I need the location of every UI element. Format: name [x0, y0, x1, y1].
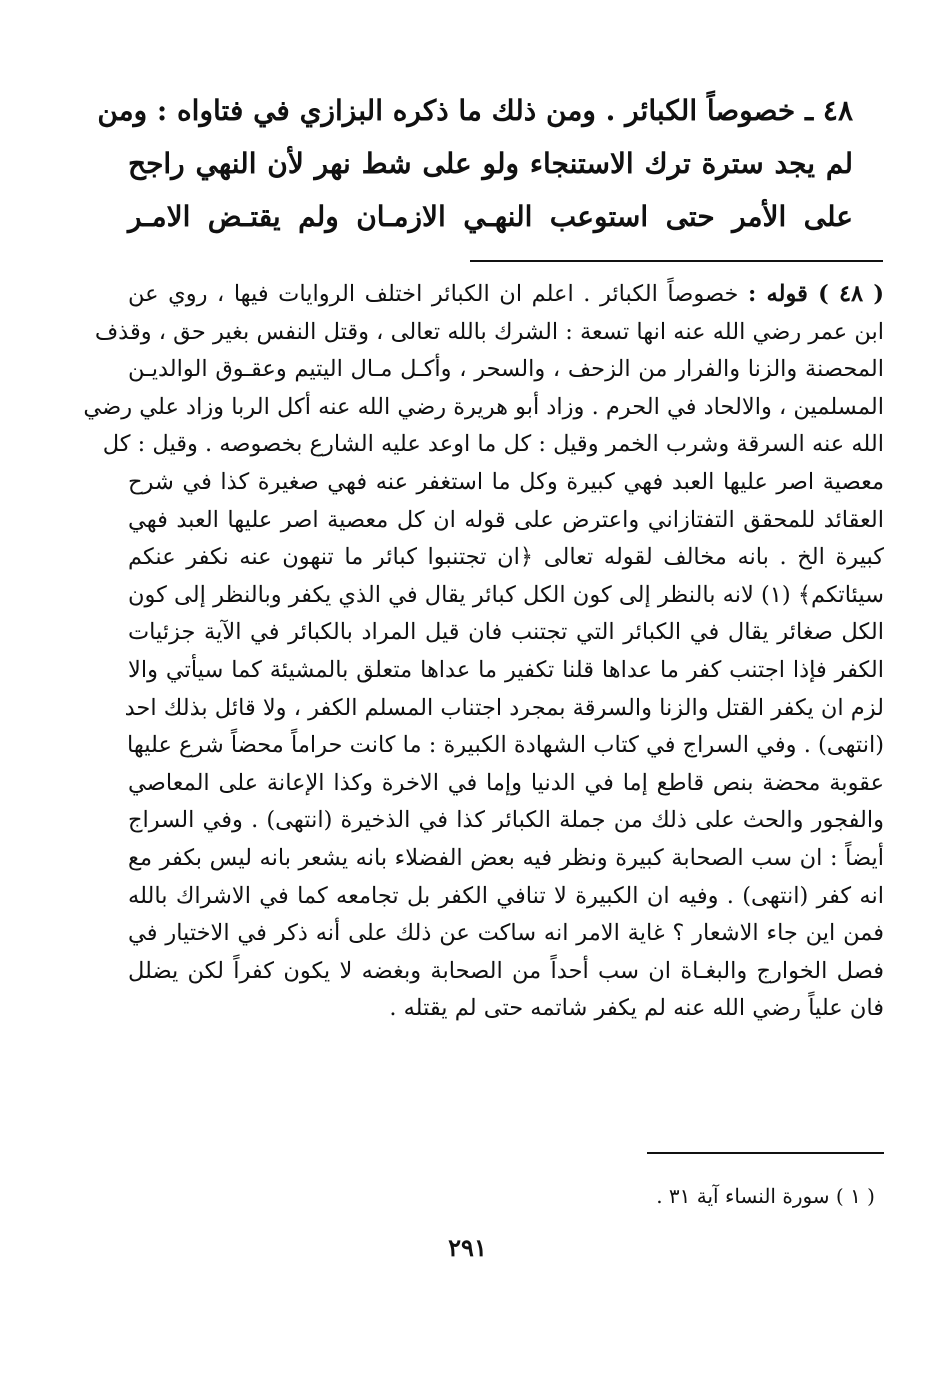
commentary-line: كبيرة الخ . بانه مخالف لقوله تعالى ﴿ان تجتنبوا كبائر ما تنهون عنه نكفر عنكم [128, 544, 884, 571]
commentary-line: أيضاً : ان سب الصحابة كبيرة ونظر فيه بعض الفضلاء بانه يشعر بانه ليس بكفر مع [128, 844, 884, 871]
commentary-line: الله عنه السرقة وشرب الخمر وقيل : كل ما اوعد عليه الشارع بخصوصه . وقيل : كل [102, 431, 884, 458]
footnote-separator-rule [647, 1152, 884, 1154]
commentary-line: معصية اصر عليها العبد فهي كبيرة وكل ما استغفر عنه فهي صغيرة كذا في شرح [128, 468, 884, 495]
commentary-line: عقوبة محضة بنص قاطع إما في الدنيا وإما في الاخرة وكذا الإعانة على المعاصي [128, 769, 884, 796]
main-text-block [97, 84, 853, 243]
commentary-line: ابن عمر رضي الله عنه انها تسعة : الشرك بالله تعالى ، وقتل النفس بغير حق ، وقذف [94, 318, 884, 345]
commentary-line: الكفر فإذا اجتنب كفر ما عداها قلنا تكفير ما عداها متعلق بالمشيئة كما سيأتي والا [128, 656, 884, 683]
commentary-line: المحصنة والزنا والفرار من الزحف ، والسحر ، وأكـل مـال اليتيم وعقـوق الوالديـن [128, 356, 884, 383]
commentary-line: الكل صغائر يقال في الكبائر التي تجتنب فان قيل المراد بالكبائر في الآية جزئيات [128, 619, 884, 646]
commentary-line: فمن اين جاء الاشعار ؟ غاية الامر انه ساكت عن ذلك على أنه ذكر في الاختيار في [128, 920, 884, 947]
footnote: ( ١ ) سورة النساء آية ٣١ . [656, 1184, 875, 1208]
page-number: ٢٩١ [448, 1233, 487, 1262]
commentary-heading: ( ٤٨ ) قوله : [747, 281, 885, 307]
commentary-line: (انتهى) . وفي السراج في كتاب الشهادة الكبيرة : ما كانت حراماً محضاً شرع عليها [126, 732, 884, 759]
main-text-line-1: ٤٨ ـ خصوصاً الكبائر . ومن ذلك ما ذكره البزازي في فتاواه : ومن [97, 94, 853, 127]
commentary-first-line-rest: خصوصاً الكبائر . اعلم ان الكبائر اختلف الروايات فيها ، روي عن [128, 281, 739, 307]
commentary-last-line: فان علياً رضي الله عنه لم يكفر شاتمه حتى لم يقتله . [389, 995, 884, 1022]
commentary-line: لزم ان يكفر القتل والزنا والسرقة بمجرد اجتناب المسلم الكفر ، ولا قائل بذلك احد [124, 694, 884, 721]
commentary-line-1 [128, 276, 884, 314]
main-text-line-2: لم يجد سترة ترك الاستنجاء ولو على شط نهر لأن النهي راجح [128, 147, 853, 180]
commentary-line: العقائد للمحقق التفتازاني واعترض على قوله ان كل معصية اصر عليها العبد فهي [128, 506, 884, 533]
top-separator-rule [470, 260, 883, 262]
commentary-line: سيئاتكم﴾ (١) لانه بالنظر إلى كون الكل كبائر يقال في الذي يكفر وبالنظر إلى كون [128, 581, 884, 608]
commentary-line: انه كفر (انتهى) . وفيه ان الكبيرة لا تنافي الكفر بل تجامعه كما في الاشراك بالله [128, 882, 884, 909]
main-text-line-3: على الأمر حتى استوعب النهـي الازمـان ولم يقتـض الامـر [128, 200, 853, 233]
commentary-line: والفجور والحث على ذلك من جملة الكبائر كذا في الذخيرة (انتهى) . وفي السراج [128, 807, 884, 834]
commentary-line: المسلمين ، والالحاد في الحرم . وزاد أبو هريرة رضي الله عنه أكل الربا وزاد علي رضي [83, 393, 884, 420]
commentary-line: فصل الخوارج والبغـاة ان سب أحداً من الصحابة وبغضه لا يكون كفراً لكن يضلل [128, 957, 884, 984]
commentary-block [83, 276, 885, 1028]
